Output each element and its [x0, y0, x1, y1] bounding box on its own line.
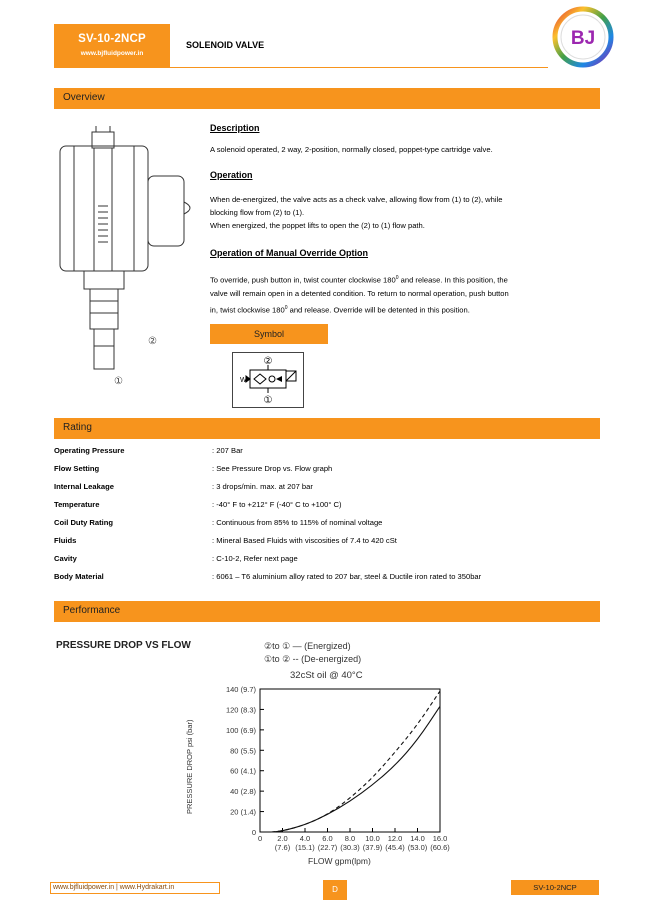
- y-tick-label: 140 (9.7): [225, 685, 256, 694]
- drawing-port-2: ②: [148, 336, 157, 347]
- symbol-port-2: ②: [263, 356, 273, 367]
- y-axis-label: PRESSURE DROP psi (bar): [185, 719, 194, 814]
- part-number-box: [54, 24, 170, 68]
- overview-label: Overview: [63, 92, 105, 103]
- y-tick-label: 0: [251, 828, 256, 837]
- plot-frame: [260, 689, 440, 832]
- x-axis-label: FLOW gpm(lpm): [308, 856, 371, 866]
- y-tick-label: 40 (2.8): [230, 787, 256, 797]
- x-tick-label: 12.0: [387, 834, 403, 843]
- y-tick-label: 80 (5.5): [230, 746, 256, 756]
- x-tick-label-lpm: (60.6): [430, 843, 450, 852]
- page-title: SOLENOID VALVE: [186, 40, 265, 50]
- x-tick-label-lpm: (15.1): [295, 843, 315, 852]
- series-line-energized: [271, 706, 440, 832]
- footer-page-label: D: [323, 880, 347, 900]
- x-tick-label: 16.0: [432, 834, 448, 843]
- y-tick-label: 60 (4.1): [230, 766, 256, 776]
- symbol-w-label: W: [240, 377, 247, 384]
- chart-title: PRESSURE DROP VS FLOW: [56, 640, 191, 651]
- symbol-port-1: ①: [263, 395, 273, 406]
- footer-part-number: SV-10-2NCP: [511, 880, 599, 895]
- override-line-3: in, twist clockwise $180^0$ and release. Override will be detented in this position.: [210, 305, 470, 315]
- bj-logo: [552, 6, 614, 68]
- override-line-2: valve will remain open in a detented condition. To return to normal operation, push button: [210, 289, 509, 298]
- x-tick-label-lpm: (30.3): [340, 843, 360, 852]
- header-divider: [54, 67, 548, 68]
- override-line-1: To override, push button in, twist counter clockwise $180^0$ and release. In this position, the: [210, 275, 508, 285]
- performance-section-header: [54, 601, 600, 622]
- x-tick-label: 14.0: [410, 834, 425, 843]
- x-tick-label-lpm: (22.7): [317, 843, 338, 852]
- y-tick-label: 20 (1.4): [230, 807, 256, 817]
- x-tick-label-lpm: (7.6): [274, 843, 291, 852]
- legend-energized: ②to ① — (Energized): [264, 641, 351, 651]
- description-heading: Description: [210, 123, 260, 133]
- x-tick-label: 8.0: [344, 834, 356, 843]
- series-line-de-energized: [271, 691, 440, 832]
- operation-text-1: When de-energized, the valve acts as a check valve, allowing flow from (1) to (2), while: [210, 195, 503, 204]
- x-tick-label: 10.0: [365, 834, 380, 843]
- x-tick-zero: 0: [258, 834, 263, 843]
- chart-subtitle: 32cSt oil @ 40°C: [290, 670, 363, 681]
- performance-label: Performance: [63, 605, 121, 616]
- drawing-port-1: ①: [114, 376, 123, 387]
- x-tick-label-lpm: (53.0): [407, 843, 428, 852]
- valve-symbol: [232, 352, 304, 413]
- valve-cross-section-drawing: [54, 126, 204, 396]
- operation-heading: Operation: [210, 170, 253, 180]
- y-tick-label: 120 (8.3): [225, 705, 256, 715]
- y-tick-label: 100 (6.9): [225, 725, 256, 735]
- logo-text: BJ: [570, 28, 596, 49]
- header-url: www.bjfluidpower.in: [80, 50, 144, 57]
- rating-section-header: [54, 418, 600, 439]
- description-text: A solenoid operated, 2 way, 2-position, normally closed, poppet-type cartridge valve.: [210, 145, 493, 154]
- symbol-heading: Symbol: [210, 324, 328, 344]
- pressure-drop-chart: [180, 634, 470, 875]
- x-tick-label-lpm: (45.4): [385, 843, 405, 852]
- part-number: SV-10-2NCP: [78, 33, 146, 45]
- x-tick-label: 2.0: [277, 834, 288, 843]
- x-tick-label: 6.0: [322, 834, 333, 843]
- x-tick-label: 4.0: [299, 834, 311, 843]
- footer-urls: www.bjfluidpower.in | www.Hydrakart.in: [50, 882, 220, 894]
- operation-text-2: blocking flow from (2) to (1).: [210, 208, 305, 217]
- override-heading: Operation of Manual Override Option: [210, 248, 369, 258]
- rating-label: Rating: [63, 422, 92, 433]
- x-tick-label-lpm: (37.9): [362, 843, 383, 852]
- operation-text-3: When energized, the poppet lifts to open the (2) to (1) flow path.: [210, 221, 425, 230]
- overview-section-header: [54, 88, 600, 109]
- legend-de-energized: ①to ② -- (De-energized): [264, 654, 362, 664]
